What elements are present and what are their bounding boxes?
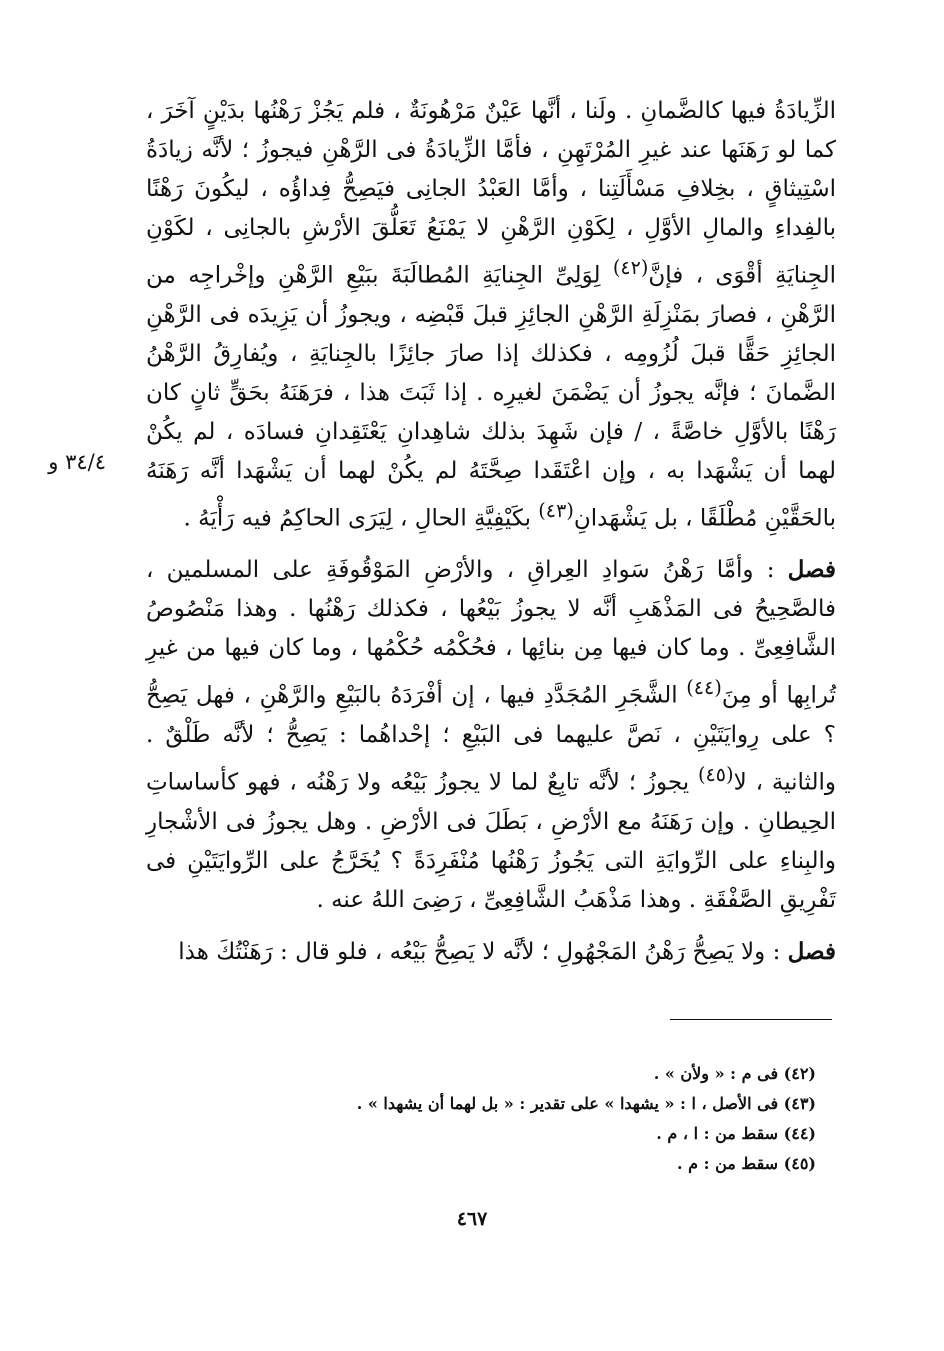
- paragraph-2-text-c: يجوزُ ؛ لأنَّه تابِعٌ لما لا يجوزُ بَيْعُه ولا رَهْنُه ، فهو كأساساتِ الحِيطانِ . وإن رَهَنَهُ مع الأرْضِ ، بَطَلَ فى الأرْضِ . وهل يجوزُ فى الأشْجارِ والبِناءِ على الرِّوايَةِ التى يَجُوزُ رَهْنُها مُنْفَرِدَةً ؟ يُخَرَّجُ على الرِّوايَتَيْنِ فى تَفْرِيقِ الصَّفْقَةِ . وهذا مَذْهَبُ الشَّافِعِىِّ ، رَضِىَ اللهُ عنه .: [146, 769, 836, 913]
- section-label-fasl: فصل: [787, 556, 836, 584]
- page-number: ٤٦٧: [456, 1208, 488, 1230]
- footnote-42: (٤٢) فى م : « ولأن » .: [653, 1064, 816, 1083]
- paragraph-2-text-b: الشَّجَرِ المُجَدَّدِ فيها ، إن أفْرَدَهُ بالبَيْعِ والرَّهْنِ ، فهل يَصِحُّ ؟ على رِوايَتَيْنِ ، نَصَّ عليهما فى البَيْعِ ؛ إحْداهُما : يَصِحُّ ؛ لأنَّه طَلْقٌ . والثانية ، لا: [146, 682, 836, 796]
- paragraph-1-text-c: بكَيْفِيَّةِ الحالِ ، لِيَرَى الحاكِمُ فيه رَأْيَهُ .: [183, 505, 539, 532]
- footnotes-block: [176, 1059, 816, 1179]
- paragraph-1-text-b: لِوَلِىِّ الجِنايَةِ المُطالَبَةَ ببَيْعِ الرَّهْنِ وإخْراجِه من الرَّهْنِ ، فصارَ بمَنْزِلَةِ الرَّهْنِ الجائِزِ قبلَ قَبْضِه ، ويجوزُ أن يَزِيدَه فى الرَّهْنِ الجائِزِ حَقًّا قبلَ لُزُومِه ، فكذلك إذا صارَ جائِزًا بالجِنايَةِ ، ويُفارِقُ الرَّهْنُ الضَّمانَ ؛ فإنَّه يجوزُ أن يَضْمَنَ لغيرِه . إذا ثَبَتَ هذا ، فرَهَنَهُ بحَقٍّ ثانٍ كان رَهْنًا بالأوَّلِ خاصَّةً ، / فإن شَهِدَ بذلك شاهِدانِ يَعْتَقِدانِ فسادَه ، لم يكُنْ لهما أن يَشْهَدا به ، وإن اعْتَقَدا صِحَّتَهُ لم يكُنْ لهما أن يَشْهَدا أنَّه رَهَنَهُ بالحَقَّيْنِ مُطْلَقًا ، بل يَشْهَدانِ: [146, 262, 836, 532]
- paragraph-1-text-a: الزِّيادَةُ فيها كالضَّمانِ . ولَنا ، أنَّها عَيْنٌ مَرْهُونَةٌ ، فلم يَجُزْ رَهْنُها بدَيْنٍ آخَرَ ، كما لو رَهَنَها عند غيرِ المُرْتَهِنِ ، فأمَّا الزِّيادَةُ فى الرَّهْنِ فيجوزُ ؛ لأنَّه زيادَةُ اسْتِيثاقٍ ، بخِلافِ مَسْأَلَتِنا ، وأمَّا العَبْدُ الجانِى فيَصِحُّ فِداؤُه ، ليكُونَ رَهْنًا بالفِداءِ والمالِ الأوَّلِ ، لِكَوْنِ الرَّهْنِ لا يَمْنَعُ تَعَلُّقَ الأرْشِ بالجانِى ، لكَوْنِ الجِنايَةِ أقْوَى ، فإنَّ: [146, 98, 836, 289]
- paragraph-1: [146, 92, 836, 538]
- paragraph-2: [146, 550, 836, 919]
- paragraph-3: [146, 932, 836, 972]
- footnote-ref-42: (٤٢): [612, 256, 649, 279]
- footnote-ref-44: (٤٤): [686, 676, 722, 700]
- footnote-ref-45: (٤٥): [698, 762, 734, 786]
- footnote-43: (٤٣) فى الأصل ، ا : « يشهدا » على تقدير : « بل لهما أن يشهدا » .: [356, 1094, 816, 1113]
- manuscript-folio-marker: ٣٤/٤ و: [48, 450, 106, 474]
- paragraph-3-text: : ولا يَصِحُّ رَهْنُ المَجْهُولِ ؛ لأنَّه لا يَصِحُّ بَيْعُه ، فلو قال : رَهَنْتُكَ هذا: [178, 938, 788, 965]
- footnote-44: (٤٤) سقط من : ا ، م .: [656, 1124, 816, 1143]
- footnote-ref-43: (٤٣): [538, 498, 574, 522]
- paragraph-2-text-a: : وأمَّا رَهْنُ سَوادِ العِراقِ ، والأرْضِ المَوْقُوفَةِ على المسلمين ، فالصَّحِيحُ فى المَذْهَبِ أنَّه لا يجوزُ بَيْعُها ، فكذلك رَهْنُها . وهذا مَنْصُوصُ الشَّافِعِىِّ . وما كان فيها مِن بنائِها ، فحُكْمُه حُكْمُها ، وما كان فيها من غيرِ تُرابِها أو مِنَ: [146, 557, 836, 709]
- footnote-separator: [670, 1019, 832, 1020]
- footnote-45: (٤٥) سقط من : م .: [676, 1154, 816, 1173]
- section-label-fasl-2: فصل: [787, 937, 836, 965]
- main-text-block: [146, 92, 836, 972]
